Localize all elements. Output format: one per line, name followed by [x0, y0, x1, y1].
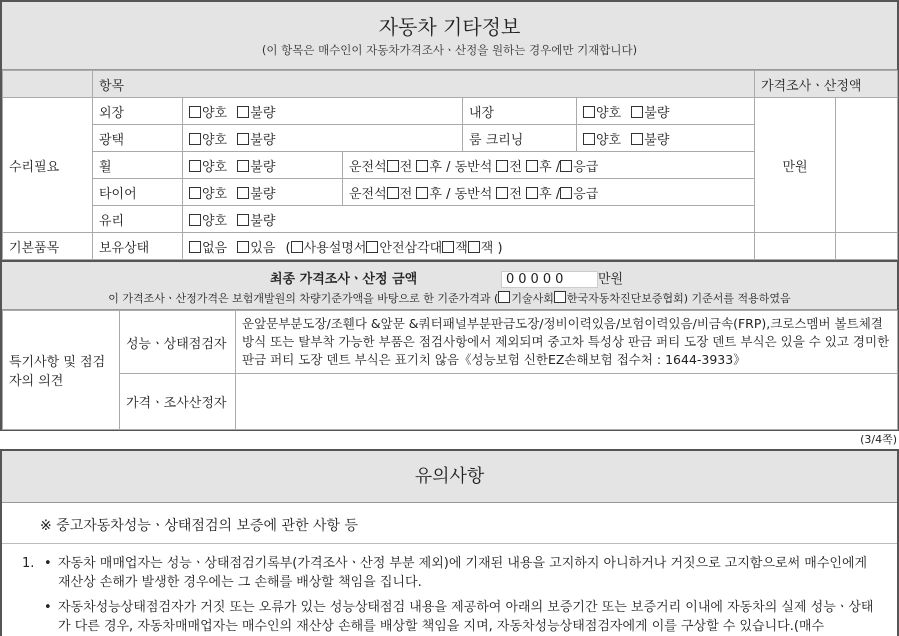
row-label-gloss: 광택	[93, 125, 183, 152]
checkbox-bad[interactable]	[631, 106, 643, 118]
tire-options: 양호 불량	[183, 179, 343, 206]
row-label-wheel: 휠	[93, 152, 183, 179]
checkbox-good[interactable]	[189, 106, 201, 118]
checkbox-driver-front[interactable]	[387, 187, 399, 199]
header-item: 항목	[93, 71, 755, 98]
table-row	[3, 374, 898, 430]
checkbox-none[interactable]	[189, 241, 201, 253]
group-repair-needed: 수리필요	[3, 98, 93, 233]
checkbox-bad[interactable]	[631, 133, 643, 145]
price-empty-cell	[836, 98, 898, 233]
exterior-options: 양호 불량	[183, 98, 463, 125]
header-price: 가격조사ㆍ산정액	[755, 71, 898, 98]
bullet-icon: •	[44, 556, 52, 571]
final-price-block	[2, 260, 897, 310]
price-unit: 만원	[755, 98, 836, 233]
group-basic-items: 기본품목	[3, 233, 93, 260]
equipment-options: 없음 있음 ( 사용설명서 안전삼각대 잭 잭 )	[183, 233, 755, 260]
checkbox-tech-society[interactable]	[498, 291, 510, 303]
checkbox-bad[interactable]	[237, 133, 249, 145]
checkbox-passenger-front[interactable]	[496, 187, 508, 199]
checkbox-good[interactable]	[189, 214, 201, 226]
notice-title: 유의사항	[2, 451, 897, 503]
notice-list	[22, 554, 882, 636]
checkbox-have[interactable]	[237, 241, 249, 253]
notice-section	[0, 449, 899, 636]
page-number: (3/4쪽)	[860, 433, 897, 446]
gloss-options: 양호 불량	[183, 125, 463, 152]
section-subtitle: (이 항목은 매수인이 자동차가격조사ㆍ산정을 원하는 경우에만 기재합니다)	[261, 43, 638, 57]
checkbox-bad[interactable]	[237, 106, 249, 118]
equipment-price-empty	[755, 233, 836, 260]
checkbox-passenger-front[interactable]	[496, 160, 508, 172]
section-title: 자동차 기타정보	[378, 15, 521, 39]
notice-subtitle: ※ 중고자동차성능ㆍ상태점검의 보증에 관한 사항 등	[40, 518, 358, 534]
opinion-table	[2, 310, 898, 430]
divider	[2, 543, 897, 544]
tire-seat-options: 운전석 전 후 / 동반석 전 후 / 응급	[343, 179, 755, 206]
row-label-exterior: 외장	[93, 98, 183, 125]
row-label-tire: 타이어	[93, 179, 183, 206]
checkbox-diagnosis-association[interactable]	[554, 291, 566, 303]
checkbox-passenger-rear[interactable]	[526, 187, 538, 199]
table-header-row	[3, 71, 898, 98]
checkbox-bad[interactable]	[237, 187, 249, 199]
checkbox-emergency[interactable]	[560, 160, 572, 172]
checkbox-bad[interactable]	[237, 214, 249, 226]
wheel-options: 양호 불량	[183, 152, 343, 179]
glass-options: 양호 불량	[183, 206, 755, 233]
bullet-icon: •	[44, 600, 52, 615]
row-label-equipment: 보유상태	[93, 233, 183, 260]
equipment-price-empty-2	[836, 233, 898, 260]
table-row	[3, 311, 898, 374]
row-label-interior: 내장	[463, 98, 577, 125]
room-cleaning-options: 양호 불량	[577, 125, 755, 152]
list-number: 1.	[22, 556, 35, 571]
opinion-group: 특기사항 및 점검자의 의견	[3, 311, 120, 430]
checkbox-good[interactable]	[189, 133, 201, 145]
price-assessor-label: 가격ㆍ조사산정자	[120, 374, 236, 430]
list-item: • 자동차성능상태점검자가 거짓 또는 오류가 있는 성능상태점검 내용을 제공하여 아래의 보증기간 또는 보증거리 이내에 자동차의 실제 성능ㆍ상태가 다른 경우, 자동차매매업자는 매수인의 재산상 손해를 배상할 책임을 지며, 자동차성능상태점검자에게 이를 구상할 수 있습니다.(매수	[44, 600, 874, 634]
checkbox-jack[interactable]	[442, 241, 454, 253]
checkbox-rear[interactable]	[416, 160, 428, 172]
final-price-note: 이 가격조사ㆍ산정가격은 보험개발원의 차량기준가액을 바탕으로 한 기준가격과 ( 기술사회 한국자동차진단보증협회) 기준서를 적용하였음	[108, 292, 791, 305]
checkbox-rear[interactable]	[416, 187, 428, 199]
checkbox-passenger-rear[interactable]	[526, 160, 538, 172]
list-item: • 자동차 매매업자는 성능ㆍ상태점검기록부(가격조사ㆍ산정 부분 제외)에 기재된 내용을 고지하지 아니하거나 거짓으로 고지함으로써 매수인에게 재산상 손해가 발생한 경우에는 그 손해를 배상할 책임을 집니다.	[44, 556, 868, 590]
final-price-amount	[501, 268, 623, 288]
checkbox-good[interactable]	[583, 133, 595, 145]
checkbox-good[interactable]	[583, 106, 595, 118]
checkbox-driver-front[interactable]	[387, 160, 399, 172]
final-price-unit: 만원	[598, 272, 624, 287]
final-price-digits[interactable]: 00000	[501, 271, 598, 288]
checkbox-triangle[interactable]	[366, 241, 378, 253]
table-row	[3, 98, 898, 125]
checkbox-manual[interactable]	[291, 241, 303, 253]
final-price-label: 최종 가격조사ㆍ산정 금액	[270, 272, 418, 287]
interior-options: 양호 불량	[577, 98, 755, 125]
row-label-room-cleaning: 룸 크리닝	[463, 125, 577, 152]
section-header	[2, 2, 897, 70]
perf-inspector-label: 성능ㆍ상태점검자	[120, 311, 236, 374]
wheel-seat-options: 운전석 전 후 / 동반석 전 후 / 응급	[343, 152, 755, 179]
checkbox-jack-2[interactable]	[468, 241, 480, 253]
price-assessor-text	[236, 374, 898, 430]
row-label-glass: 유리	[93, 206, 183, 233]
checkbox-emergency[interactable]	[560, 187, 572, 199]
checkbox-bad[interactable]	[237, 160, 249, 172]
checkbox-good[interactable]	[189, 187, 201, 199]
perf-inspector-text: 운앞문부분도장/조휀다 &앞문 &쿼터패널부분판금도장/정비이력있음/보험이력있음/비금속(FRP),크로스멤버 볼트체결방식 또는 탈부착 가능한 부품은 점검사항에서 제외되며 중고차 특성상 판금 퍼티 도장 덴트 부식은 있을 수 있고 경미한 판금 퍼티 도장 덴트 부식은 표기치 않음《성능보험 신한EZ손해보험 접수처 : 1644-3933》	[236, 311, 898, 374]
checkbox-good[interactable]	[189, 160, 201, 172]
other-info-table	[2, 70, 898, 260]
table-row	[3, 233, 898, 260]
